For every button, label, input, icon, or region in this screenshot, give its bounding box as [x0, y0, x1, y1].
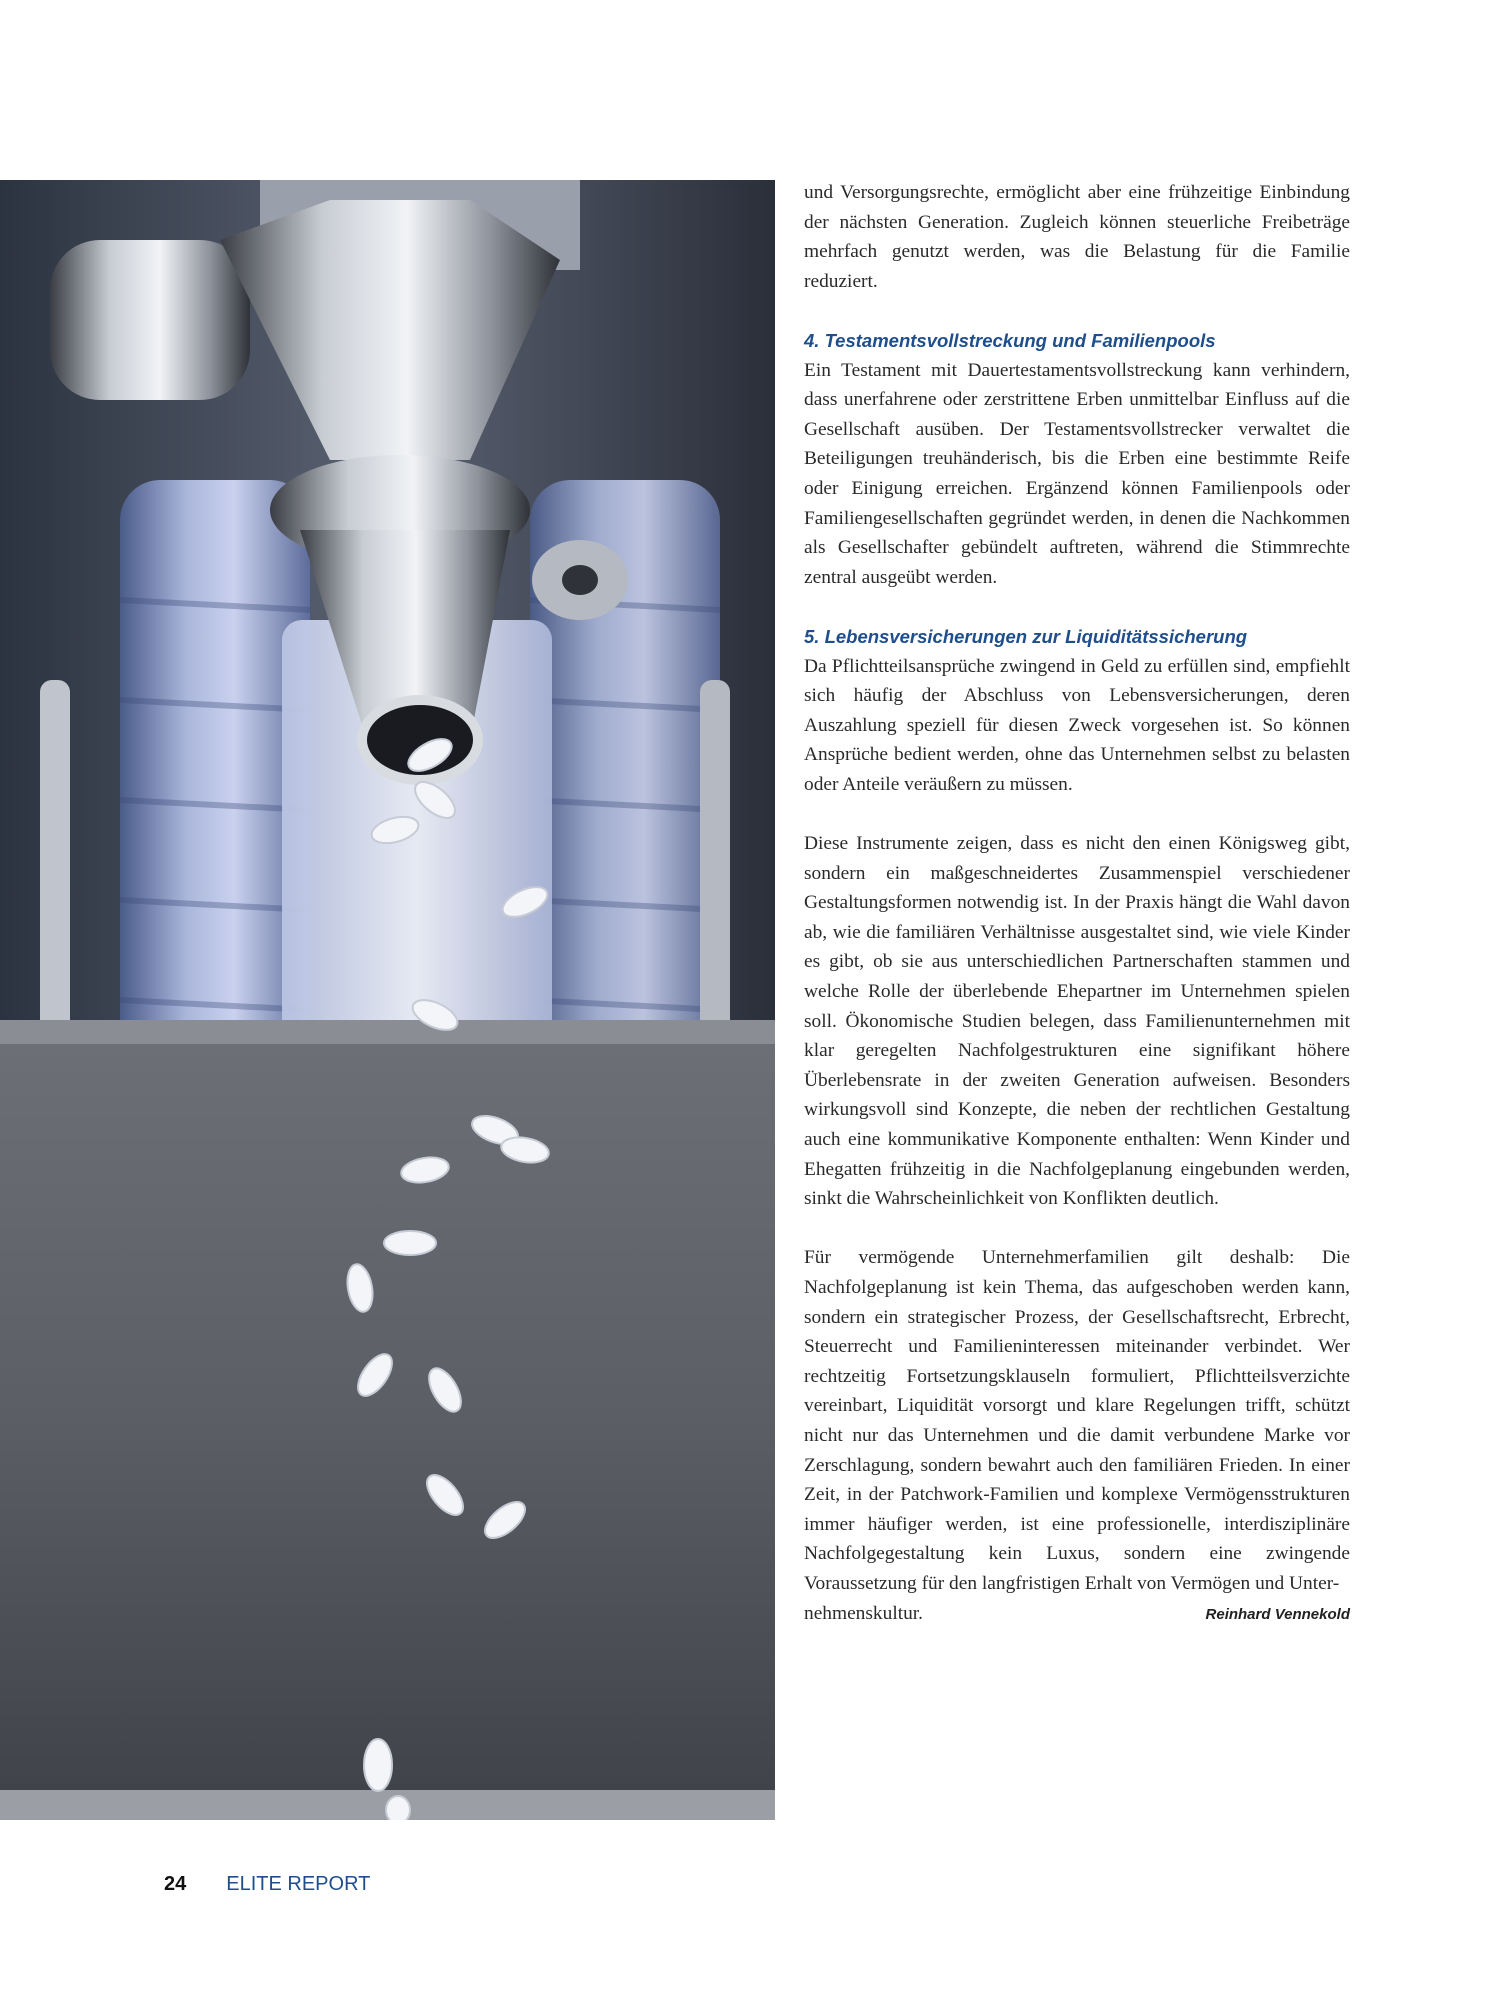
section-4-body: Ein Testament mit Dauertestamentsvollstreckung kann verhindern, dass unerfahrene oder zerstrittene Erben unmittelbar Einfluss auf die Gesellschaft ausüben. Der Testamentsvollstrecker verwaltet die Beteiligungen treuhänderisch, bis die Erben eine bestimmte Reife oder Einigung erreichen. Ergänzend können Familienpools oder Familiengesellschaften gegründet werden, in denen die Nachkommen als Gesellschafter gebündelt auftreten, während die Stimmrechte zentral ausgeübt werden. — [804, 359, 1350, 588]
section-4-heading: 4. Testamentsvollstreckung und Familienpools — [804, 329, 1216, 351]
section-5-body: Da Pflichtteilsansprüche zwingend in Geld zu erfüllen sind, empfiehlt sich häufig der Abschluss von Lebensversicherungen, deren Auszahlung speziell für diesen Zweck vorgesehen ist. So können Ansprüche bedient werden, ohne das Unternehmen selbst zu belasten oder Anteile veräußern zu müssen. — [804, 655, 1350, 795]
conclusion-paragraph: Für vermögende Unternehmerfamilien gilt deshalb: Die Nachfolgeplanung ist kein Thema, das aufgeschoben werden kann, sondern ein strategischer Prozess, der Gesellschaftsrecht, Erbrecht, Steuerrecht und Familieninteressen miteinander verbindet. Wer rechtzeitig Fortsetzungsklauseln formuliert, Pflichtteilsverzichte vereinbart, Liquidität vorsorgt und klare Regelungen trifft, schützt nicht nur das Unternehmen und die damit verbundene Marke vor Zerschlagung, sondern bewahrt auch den familiären Frieden. In einer Zeit, in der Patchwork-Familien und komplexe Vermögensstrukturen immer häufiger werden, ist eine professionelle, interdisziplinäre Nachfolgegestaltung kein Luxus, sondern eine zwingende Voraussetzung für den langfristigen Erhalt von Vermögen und Unter- — [804, 1247, 1350, 1594]
conclusion-end: nehmenskultur. — [804, 1602, 924, 1624]
instruments-paragraph: Diese Instrumente zeigen, dass es nicht den einen Königsweg gibt, sondern ein maßgeschneidertes Zusammenspiel verschiedener Gestaltungsformen notwendig ist. In der Praxis hängt die Wahl davon ab, wie die familiären Verhältnisse ausgestaltet sind, wie viele Kinder es gibt, ob sie aus unterschiedlichen Partnerschaften stammen und welche Rolle der überlebende Ehepartner im Unternehmen spielen soll. Ökonomische Studien belegen, dass Familienunternehmen mit klar geregelten Nachfolgestrukturen eine signifikant höhere Überlebensrate in der zweiten Generation aufweisen. Besonders wirkungsvoll sind Konzepte, die neben der rechtlichen Gestaltung auch eine kommunikative Komponente enthalten: Wenn Kinder und Ehegatten frühzeitig in die Nachfolgeplanung eingebunden werden, sinkt die Wahrscheinlichkeit von Konflikten deutlich. — [804, 833, 1350, 1210]
conclusion-last-line — [804, 1599, 1350, 1630]
intro-paragraph: und Versorgungsrechte, ermöglicht aber eine frühzeitige Einbindung der nächsten Generation. Zugleich können steuerliche Freibeträge mehrfach genutzt werden, was die Belastung für die Familie reduziert. — [804, 182, 1350, 292]
page-footer — [164, 1873, 370, 1896]
pill-dispenser-photo — [0, 180, 775, 1820]
author-name: Reinhard Vennekold — [1205, 1605, 1350, 1623]
page-number: 24 — [164, 1873, 187, 1895]
magazine-name: ELITE REPORT — [226, 1873, 371, 1895]
article-column — [804, 178, 1350, 1629]
section-5-heading: 5. Lebensversicherungen zur Liquiditätssicherung — [804, 625, 1248, 647]
